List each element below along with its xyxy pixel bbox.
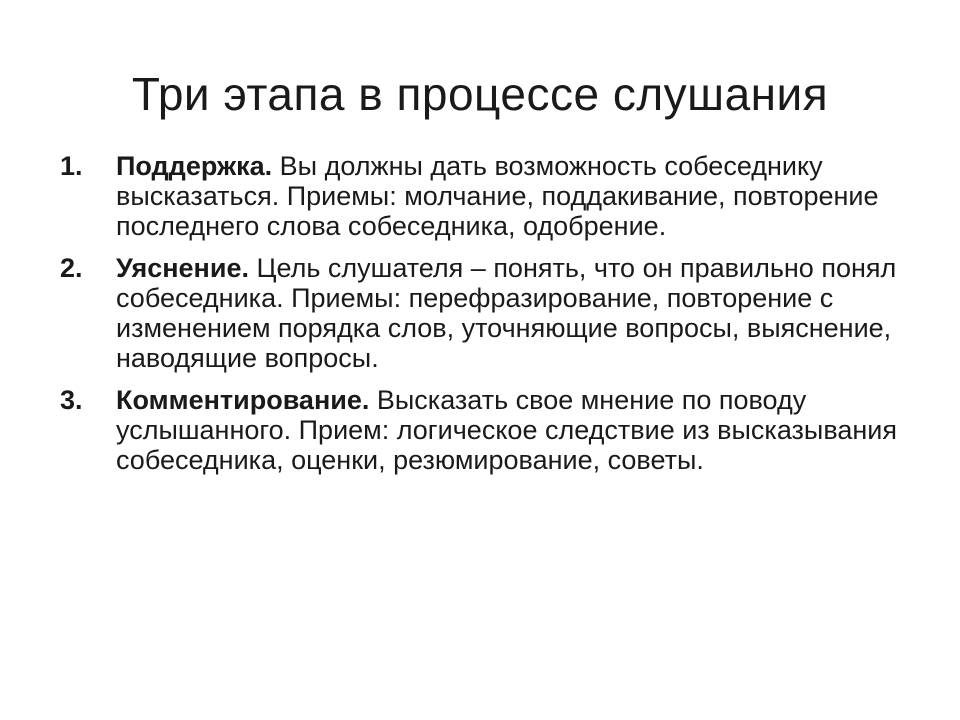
item-term: Комментирование. — [116, 385, 377, 415]
item-number: 2. — [60, 253, 83, 283]
stages-list — [60, 151, 910, 487]
item-number: 1. — [60, 151, 83, 181]
list-item — [60, 151, 910, 241]
item-term: Уяснение. — [116, 253, 257, 283]
slide-title: Три этапа в процессе слушания — [131, 68, 829, 120]
list-item — [60, 385, 910, 475]
item-number: 3. — [60, 385, 83, 415]
item-text: Высказать свое мнение по поводу услышанного. Прием: логическое следствие из высказывания собеседника, оценки, резюмирование, советы. — [116, 385, 897, 475]
list-item — [60, 253, 910, 373]
item-text: Цель слушателя – понять, что он правильно понял собеседника. Приемы: перефразирование, повторение с изменением порядка слов, уточняющие вопросы, выяснение, наводящие вопросы. — [116, 253, 897, 373]
item-term: Поддержка. — [116, 151, 280, 181]
item-text: Вы должны дать возможность собеседнику высказаться. Приемы: молчание, поддакивание, повторение последнего слова собеседника, одобрение. — [116, 151, 879, 241]
